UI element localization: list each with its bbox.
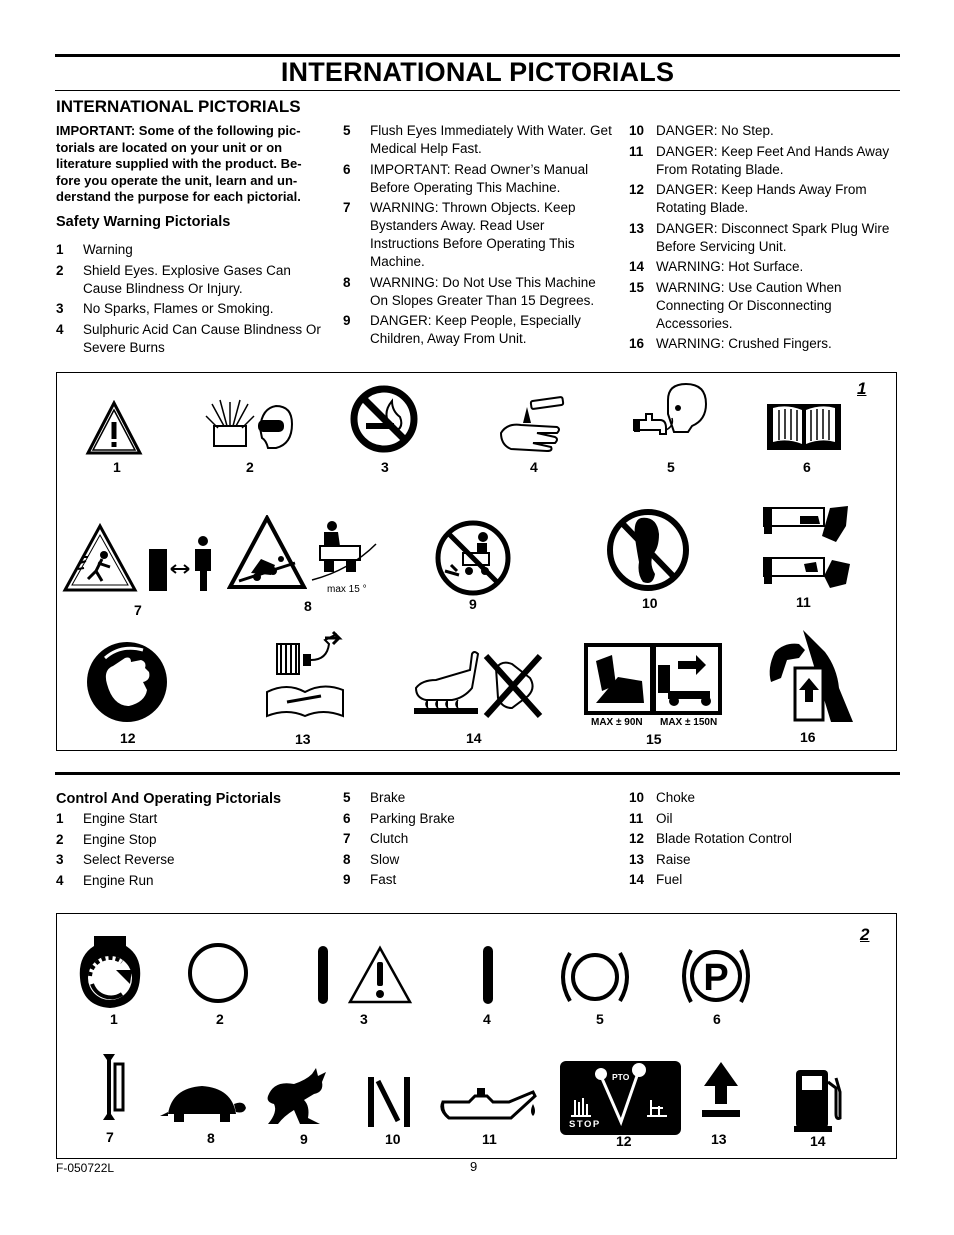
figure-1-item-number: 3 bbox=[381, 459, 389, 475]
list-item bbox=[629, 851, 894, 869]
item-text: Choke bbox=[656, 790, 696, 805]
stop-label: STOP bbox=[569, 1119, 601, 1130]
figure-2-number: 2 bbox=[860, 925, 870, 944]
item-text: Blade Rotation Control bbox=[656, 831, 792, 846]
item-number: 7 bbox=[343, 831, 351, 846]
list-item bbox=[629, 810, 894, 828]
control-list-col3 bbox=[629, 789, 894, 892]
figure-1-item-number: 12 bbox=[120, 730, 136, 746]
figure-1-item-number: 5 bbox=[667, 459, 675, 475]
list-item bbox=[343, 161, 615, 197]
item-text: Oil bbox=[656, 810, 673, 826]
item-number: 8 bbox=[343, 274, 351, 290]
oil-can-icon bbox=[439, 1082, 539, 1130]
section-heading: INTERNATIONAL PICTORIALS bbox=[56, 97, 301, 116]
figure-2-item-number: 6 bbox=[713, 1011, 721, 1027]
rotating-blade-feet-hands-icon bbox=[760, 502, 852, 592]
figure-2-item-number: 11 bbox=[482, 1131, 497, 1147]
no-step-icon bbox=[605, 508, 691, 592]
page-title: INTERNATIONAL PICTORIALS bbox=[280, 57, 675, 87]
safety-list-col2 bbox=[343, 122, 615, 351]
item-text: Raise bbox=[656, 851, 691, 867]
item-text: DANGER: No Step. bbox=[656, 123, 774, 138]
figure-1-item-number: 14 bbox=[466, 730, 482, 746]
list-item bbox=[343, 789, 615, 807]
acid-burn-icon bbox=[497, 393, 567, 455]
hot-surface-icon bbox=[412, 648, 547, 720]
item-number: 14 bbox=[629, 259, 645, 274]
thrown-objects-icon bbox=[62, 523, 138, 593]
figure-2-item-number: 12 bbox=[616, 1133, 632, 1149]
item-number: 11 bbox=[629, 810, 644, 826]
list-item bbox=[629, 335, 894, 353]
figure-1-item-number: 4 bbox=[530, 459, 538, 475]
item-text: Engine Stop bbox=[83, 831, 157, 847]
slope-limit-icon bbox=[310, 520, 378, 582]
item-text: WARNING: Do Not Use This Machine On Slopes Greater Than 15 Degrees. bbox=[370, 274, 596, 308]
force-label-90n: MAX ± 90N bbox=[591, 717, 643, 728]
list-item bbox=[629, 830, 894, 848]
list-item bbox=[343, 274, 615, 310]
disconnect-spark-plug-icon bbox=[263, 630, 347, 718]
item-text: WARNING: Thrown Objects. Keep Bystanders Away. Read User Instructions Before Operating This Machine. bbox=[370, 200, 576, 269]
parking-brake-icon bbox=[677, 944, 755, 1008]
item-number: 4 bbox=[56, 321, 64, 337]
safety-heading: Safety Warning Pictorials bbox=[56, 214, 231, 230]
bystanders-away-icon bbox=[145, 535, 215, 593]
list-item bbox=[629, 279, 894, 333]
list-item bbox=[629, 143, 894, 179]
item-text: Flush Eyes Immediately With Water. Get Medical Help Fast. bbox=[370, 123, 612, 156]
item-number: 5 bbox=[343, 123, 351, 138]
safety-list-col3 bbox=[629, 122, 894, 356]
figure-2-item-number: 7 bbox=[106, 1129, 114, 1145]
item-text: Brake bbox=[370, 790, 406, 805]
figure-1-item-number: 13 bbox=[295, 731, 311, 747]
item-text: Sulphuric Acid Can Cause Blindness Or Severe Burns bbox=[83, 321, 321, 355]
item-number: 16 bbox=[629, 336, 645, 351]
figure-1-item-number: 8 bbox=[304, 598, 312, 614]
raise-arrow-icon bbox=[700, 1060, 742, 1120]
list-item bbox=[629, 258, 894, 276]
intro-paragraph: IMPORTANT: Some of the following pic- torials are located on your unit or on literature supplied with the product. Be- fore you operate the unit, learn and un- derstand the purpose for each pictorial. bbox=[56, 123, 302, 204]
list-item bbox=[343, 810, 615, 828]
item-number: 5 bbox=[343, 790, 351, 805]
item-number: 1 bbox=[56, 242, 64, 257]
item-number: 4 bbox=[56, 872, 64, 888]
list-item bbox=[629, 122, 894, 140]
engine-run-icon bbox=[479, 944, 497, 1006]
figure-2-item-number: 9 bbox=[300, 1131, 308, 1147]
item-number: 2 bbox=[56, 831, 64, 847]
engine-stop-icon bbox=[185, 940, 251, 1006]
list-item bbox=[56, 851, 331, 869]
figure-1-item-number: 11 bbox=[796, 594, 811, 610]
list-item bbox=[56, 810, 331, 828]
choke-icon bbox=[364, 1075, 414, 1129]
figure-2-item-number: 3 bbox=[360, 1011, 368, 1027]
figure-1-item-number: 2 bbox=[246, 459, 254, 475]
item-text: DANGER: Disconnect Spark Plug Wire Before Servicing Unit. bbox=[656, 220, 890, 254]
list-item bbox=[343, 851, 615, 869]
item-number: 3 bbox=[56, 852, 64, 867]
fast-rabbit-icon bbox=[264, 1066, 328, 1128]
figure-2-item-number: 2 bbox=[216, 1011, 224, 1027]
list-item bbox=[343, 830, 615, 848]
item-number: 15 bbox=[629, 279, 645, 295]
item-number: 13 bbox=[629, 851, 645, 867]
figure-1-item-number: 6 bbox=[803, 459, 811, 475]
pto-label: PTO bbox=[612, 1072, 630, 1082]
safety-list-col1 bbox=[56, 241, 331, 359]
item-number: 9 bbox=[343, 872, 351, 887]
item-text: DANGER: Keep Feet And Hands Away From Rotating Blade. bbox=[656, 143, 890, 177]
item-number: 2 bbox=[56, 262, 64, 278]
list-item bbox=[343, 199, 615, 271]
figure-2-item-number: 10 bbox=[385, 1131, 401, 1147]
figure-2-item-number: 14 bbox=[810, 1133, 826, 1149]
item-text: Shield Eyes. Explosive Gases Can Cause Blindness Or Injury. bbox=[83, 262, 291, 296]
list-item bbox=[56, 321, 331, 357]
item-text: Parking Brake bbox=[370, 810, 455, 826]
fuel-pump-icon bbox=[792, 1068, 848, 1134]
list-item bbox=[56, 831, 331, 849]
control-heading: Control And Operating Pictorials bbox=[56, 791, 282, 807]
item-text: WARNING: Hot Surface. bbox=[656, 259, 804, 274]
item-number: 1 bbox=[56, 811, 64, 826]
item-text: Clutch bbox=[370, 831, 409, 846]
list-item bbox=[56, 241, 331, 259]
title-rule bbox=[55, 90, 900, 91]
figure-2-item-number: 1 bbox=[110, 1011, 118, 1027]
item-number: 8 bbox=[343, 851, 351, 867]
list-item bbox=[56, 872, 331, 890]
figure-1-item-number: 7 bbox=[134, 602, 142, 618]
document-code: F-050722L bbox=[56, 1161, 115, 1175]
figure-2-item-number: 13 bbox=[711, 1131, 727, 1147]
connect-accessories-icon bbox=[582, 641, 724, 727]
slope-rollover-icon bbox=[227, 515, 307, 591]
select-reverse-icon bbox=[314, 944, 414, 1006]
owners-manual-icon bbox=[765, 398, 843, 454]
item-text: DANGER: Keep People, Especially Children, Away From Unit. bbox=[370, 313, 581, 346]
parking-letter: P bbox=[703, 957, 729, 999]
flush-eyes-icon bbox=[630, 380, 710, 456]
figure-1-item-number: 1 bbox=[113, 459, 121, 475]
item-text: WARNING: Crushed Fingers. bbox=[656, 336, 832, 351]
item-text: WARNING: Use Caution When Connecting Or Disconnecting Accessories. bbox=[656, 279, 842, 331]
warning-triangle-icon bbox=[85, 400, 143, 456]
item-number: 12 bbox=[629, 831, 645, 846]
list-item bbox=[343, 871, 615, 889]
clutch-icon bbox=[97, 1050, 127, 1124]
item-number: 12 bbox=[629, 182, 645, 197]
list-item bbox=[343, 122, 615, 158]
no-flames-icon bbox=[350, 385, 418, 453]
figure-1-item-number: 10 bbox=[642, 595, 658, 611]
item-number: 10 bbox=[629, 790, 645, 805]
figure-1-number: 1 bbox=[857, 379, 867, 398]
item-number: 9 bbox=[343, 313, 351, 328]
slope-label: max 15 ° bbox=[327, 584, 367, 595]
keep-children-away-icon bbox=[433, 519, 513, 597]
item-text: Select Reverse bbox=[83, 852, 175, 867]
item-number: 3 bbox=[56, 301, 64, 316]
item-text: Engine Start bbox=[83, 811, 158, 826]
list-item bbox=[629, 871, 894, 889]
item-text: Engine Run bbox=[83, 872, 154, 888]
force-label-150n: MAX ± 150N bbox=[660, 717, 718, 728]
list-item bbox=[629, 181, 894, 217]
list-item bbox=[56, 300, 331, 318]
item-text: IMPORTANT: Read Owner’s Manual Before Operating This Machine. bbox=[370, 161, 589, 195]
engine-start-icon bbox=[76, 932, 144, 1012]
figure-1-item-number: 9 bbox=[469, 596, 477, 612]
section-rule bbox=[55, 772, 900, 775]
item-text: Fast bbox=[370, 872, 397, 887]
item-text: Warning bbox=[83, 242, 133, 257]
control-list-col1 bbox=[56, 810, 331, 892]
figure-2-item-number: 5 bbox=[596, 1011, 604, 1027]
list-item bbox=[56, 262, 331, 298]
item-number: 14 bbox=[629, 872, 645, 887]
hand-blade-icon bbox=[85, 640, 169, 724]
list-item bbox=[629, 220, 894, 256]
figure-1-item-number: 15 bbox=[646, 731, 662, 747]
list-item bbox=[629, 789, 894, 807]
item-text: DANGER: Keep Hands Away From Rotating Blade. bbox=[656, 182, 867, 215]
item-text: Slow bbox=[370, 851, 400, 867]
item-number: 11 bbox=[629, 143, 644, 159]
slow-turtle-icon bbox=[158, 1082, 248, 1124]
list-item bbox=[343, 312, 615, 348]
item-number: 6 bbox=[343, 161, 351, 177]
shield-eyes-icon bbox=[204, 398, 296, 454]
item-number: 6 bbox=[343, 810, 351, 826]
brake-icon bbox=[556, 947, 634, 1007]
item-text: No Sparks, Flames or Smoking. bbox=[83, 301, 274, 316]
figure-2-item-number: 4 bbox=[483, 1011, 491, 1027]
figure-2-item-number: 8 bbox=[207, 1130, 215, 1146]
figure-1-item-number: 16 bbox=[800, 729, 816, 745]
item-text: Fuel bbox=[656, 872, 683, 887]
item-number: 10 bbox=[629, 123, 645, 138]
page-number: 9 bbox=[470, 1159, 478, 1174]
crushed-fingers-icon bbox=[765, 628, 857, 724]
control-list-col2 bbox=[343, 789, 615, 892]
item-number: 13 bbox=[629, 220, 645, 236]
item-number: 7 bbox=[343, 200, 351, 215]
